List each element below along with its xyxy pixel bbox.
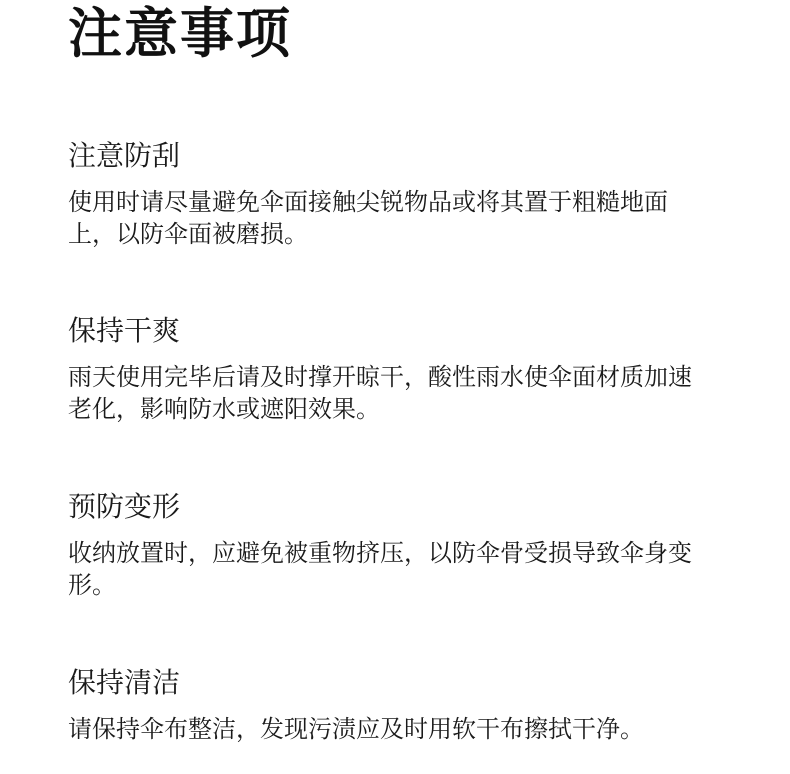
section-heading: 预防变形 <box>68 490 181 523</box>
page-title: 注意事项 <box>68 2 292 65</box>
section-body: 使用时请尽量避免伞面接触尖锐物品或将其置于粗糙地面上，以防伞面被磨损。 <box>68 188 668 248</box>
section-heading: 保持干爽 <box>68 314 181 347</box>
section-body: 收纳放置时，应避免被重物挤压，以防伞骨受损导致伞身变形。 <box>68 539 692 599</box>
section-body: 请保持伞布整洁，发现污渍应及时用软干布擦拭干净。 <box>68 715 644 743</box>
section-keep-clean <box>68 665 708 745</box>
section-heading: 保持清洁 <box>68 666 181 699</box>
section-heading: 注意防刮 <box>68 139 181 172</box>
section-scratch-prevention <box>68 138 708 250</box>
section-prevent-deformation <box>68 489 708 601</box>
section-body: 雨天使用完毕后请及时撑开晾干，酸性雨水使伞面材质加速老化，影响防水或遮阳效果。 <box>68 363 692 423</box>
section-keep-dry <box>68 313 708 425</box>
